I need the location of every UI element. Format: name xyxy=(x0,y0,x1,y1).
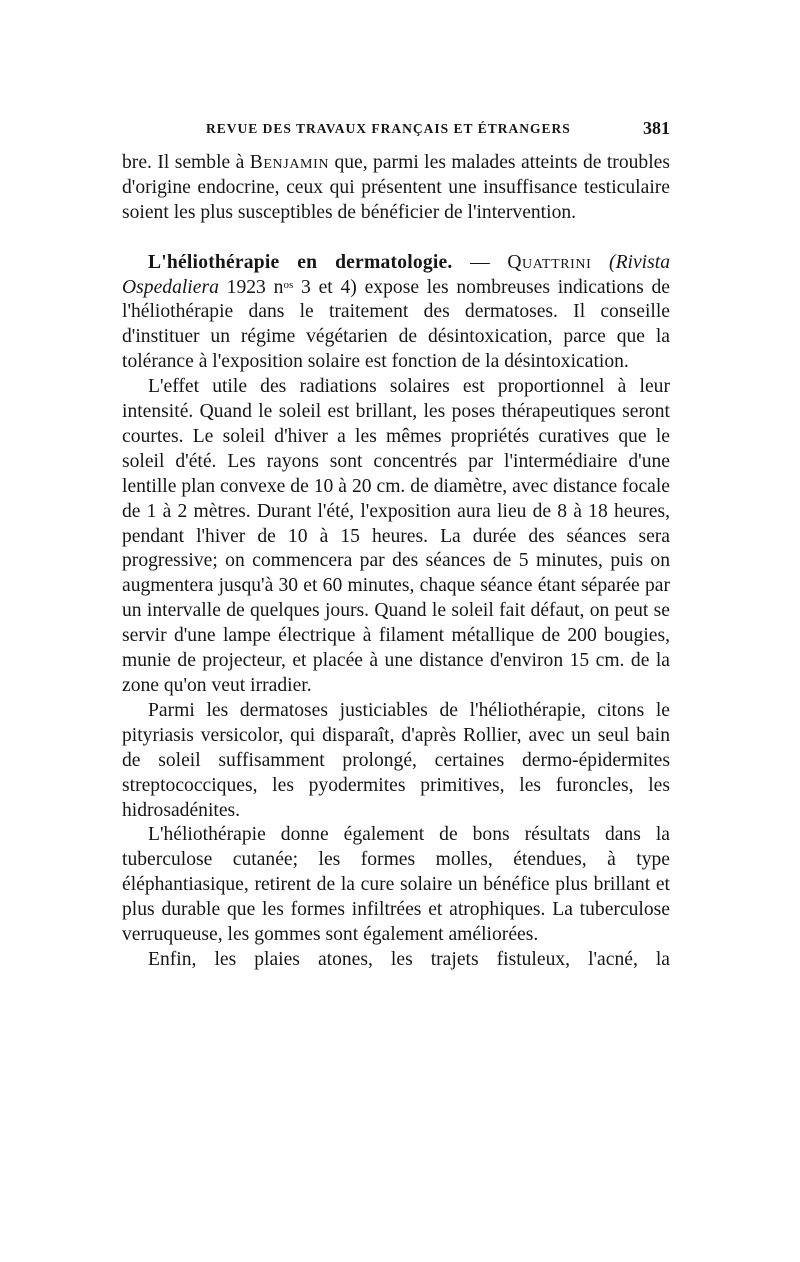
paragraph: Enfin, les plaies atones, les trajets fistuleux, l'acné, la xyxy=(148,948,670,970)
body-text xyxy=(122,151,670,973)
header-title: REVUE DES TRAVAUX FRANÇAIS ET ÉTRANGERS xyxy=(206,121,571,136)
paragraph-continuation: bre. Il semble à Benjamin que, parmi les malades atteints de troubles d'origine endocrine, ceux qui présentent une insuffisance testiculaire soient les plus susceptibles de bénéficier de l'intervention. xyxy=(122,152,670,223)
cited-author: Quattrini xyxy=(507,251,592,273)
paragraph: L'héliothérapie donne également de bons résultats dans la tuberculose cutanée; les formes molles, étendues, à type éléphantiasique, retirent de la cure solaire un bénéfice plus brillant et plus durable que les formes infiltrées et atrophiques. La tuberculose verruqueuse, les gommes sont également améliorées. xyxy=(122,824,670,946)
journal-title: (Rivista Ospedaliera xyxy=(122,251,670,298)
section-paragraph: L'héliothérapie en dermatologie. — Quattrini (Rivista Ospedaliera 1923 $n^{os}$ 3 et 4) expose les nombreuses indications de l'héliothérapie dans le traitement des dermatoses. Il conseille d'instituer un régime végétarien de désintoxication, parce que la tolérance à l'exposition solaire est fonction de la désintoxication. xyxy=(122,251,670,373)
page-number: 381 xyxy=(643,118,670,138)
section-title: L'héliothérapie en dermatologie. xyxy=(148,251,453,273)
running-header xyxy=(122,118,670,141)
paragraph: Parmi les dermatoses justiciables de l'héliothérapie, citons le pityriasis versicolor, qui disparaît, d'après Rollier, avec un seul bain de soleil suffisamment prolongé, certaines dermo-épidermites streptococciques, les pyodermites primitives, les furoncles, les hidrosadénites. xyxy=(122,699,670,821)
paragraph: L'effet utile des radiations solaires est proportionnel à leur intensité. Quand le soleil est brillant, les poses thérapeutiques seront courtes. Le soleil d'hiver a les mêmes propriétés curatives que le soleil d'été. Les rayons sont concentrés par l'intermédiaire d'une lentille plan convexe de 10 à 20 cm. de diamètre, avec distance focale de 1 à 2 mètres. Durant l'été, l'exposition aura lieu de 8 à 18 heures, pendant l'hiver de 10 à 15 heures. La durée des séances sera progressive; on commencera par des séances de 5 minutes, puis on augmentera jusqu'à 30 et 60 minutes, chaque séance étant séparée par un intervalle de quelques jours. Quand le soleil fait défaut, on peut se servir d'une lampe électrique à filament métallique de 200 bougies, munie de projecteur, et placée à une distance d'environ 15 cm. de la zone qu'on veut irradier. xyxy=(122,376,670,697)
author-name: Benjamin xyxy=(249,152,330,173)
